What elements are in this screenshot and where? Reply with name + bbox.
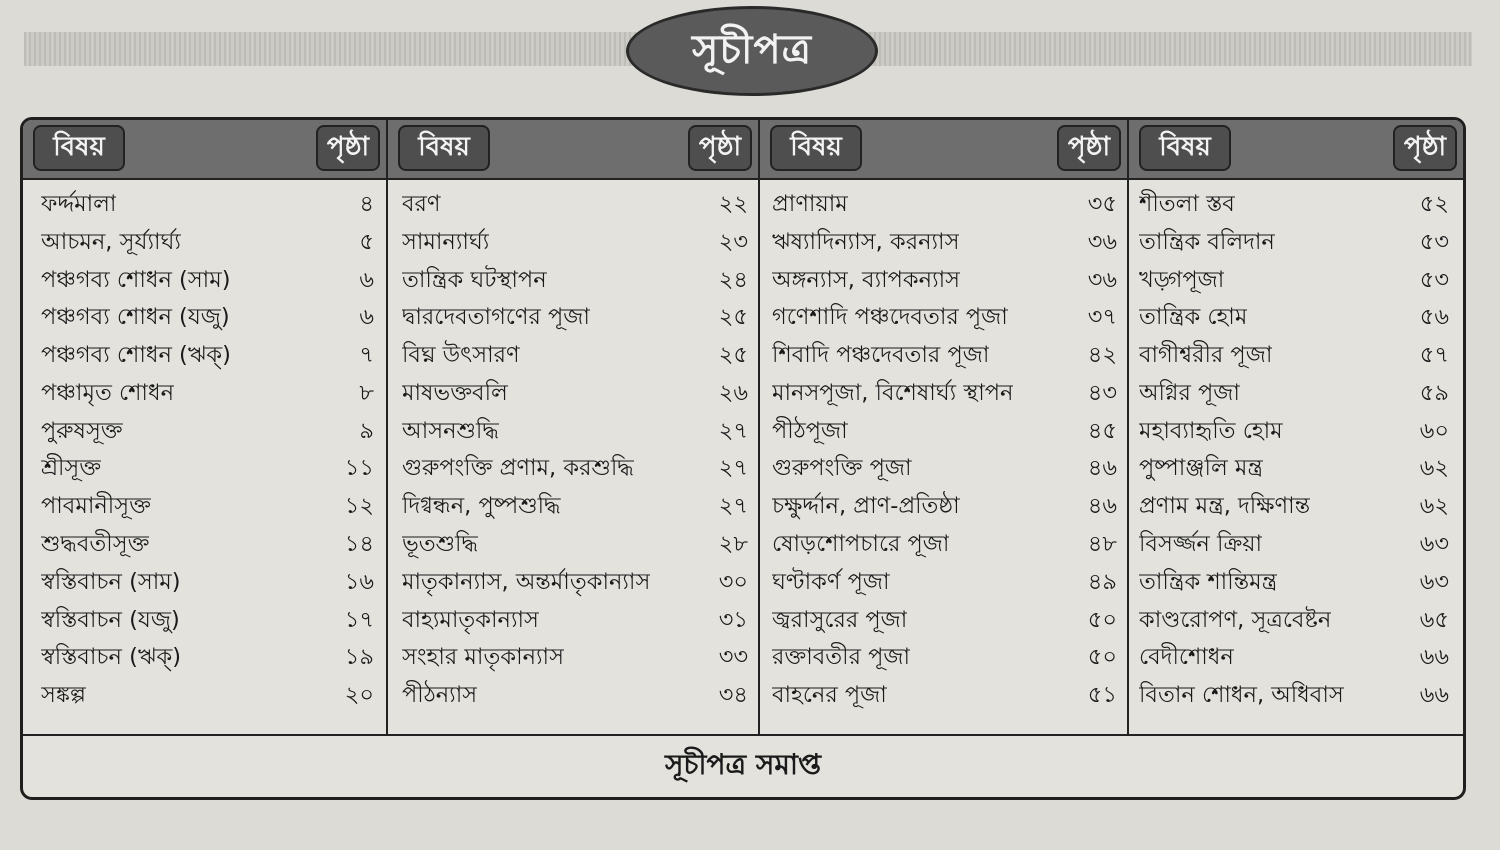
entry-title: দিগ্বন্ধন, পুষ্পশুদ্ধি — [402, 493, 561, 520]
entry-page-number: ৩৩ — [718, 644, 748, 671]
entry-page-number: ৬২ — [1419, 455, 1449, 482]
entry-page-number: ২৭ — [718, 417, 748, 444]
subject-heading: বিষয় — [1139, 125, 1231, 171]
list-item — [1129, 262, 1463, 300]
entry-page-number: ১১ — [344, 455, 374, 482]
list-item — [23, 640, 386, 678]
entry-page-number: ১৪ — [344, 531, 374, 558]
list-item — [760, 564, 1127, 602]
entry-title: তান্ত্রিক হোম — [1139, 304, 1248, 331]
list-item — [23, 186, 386, 224]
entry-title: পঞ্চগব্য শোধন (সাম) — [41, 266, 231, 293]
list-item — [388, 413, 758, 451]
entry-page-number: ৫২ — [1419, 190, 1449, 217]
entry-page-number: ৪৫ — [1087, 417, 1117, 444]
list-item — [23, 602, 386, 640]
list-item — [23, 488, 386, 526]
entry-page-number: ৬৬ — [1419, 644, 1449, 671]
entry-page-number: ৪৬ — [1087, 493, 1117, 520]
entry-title: সামান্যার্ঘ্য — [402, 228, 490, 255]
column-header — [388, 120, 758, 180]
list-item — [388, 488, 758, 526]
entry-title: পাবমানীসূক্ত — [41, 493, 151, 520]
entry-title: বিতান শোধন, অধিবাস — [1139, 682, 1344, 709]
entry-page-number: ৫৩ — [1419, 266, 1449, 293]
entry-title: গণেশাদি পঞ্চদেবতার পূজা — [772, 304, 1008, 331]
column-header — [23, 120, 386, 180]
entry-title: সংহার মাতৃকান্যাস — [402, 644, 564, 671]
list-item — [388, 337, 758, 375]
entry-page-number: ২৪ — [718, 266, 748, 293]
page-heading: পৃষ্ঠা — [688, 125, 752, 171]
entry-page-number: ৬২ — [1419, 493, 1449, 520]
list-item — [760, 602, 1127, 640]
list-item — [760, 488, 1127, 526]
list-item — [388, 299, 758, 337]
contents-table — [20, 117, 1466, 800]
list-item — [388, 602, 758, 640]
entry-page-number: ১৭ — [344, 606, 374, 633]
entry-list — [760, 180, 1127, 715]
entry-page-number: ৪২ — [1087, 342, 1117, 369]
entry-page-number: ৪৯ — [1087, 568, 1117, 595]
list-item — [388, 186, 758, 224]
entry-page-number: ৩৪ — [718, 682, 748, 709]
list-item — [23, 413, 386, 451]
list-item — [23, 677, 386, 715]
list-item — [388, 640, 758, 678]
entry-title: সঙ্কল্প — [41, 682, 86, 709]
entry-title: রক্তাবতীর পূজা — [772, 644, 911, 671]
entry-page-number: ৫০ — [1087, 606, 1117, 633]
entry-page-number: ৬৩ — [1419, 531, 1449, 558]
entry-page-number: ২০ — [344, 682, 374, 709]
list-item — [1129, 224, 1463, 262]
entry-title: মানসপূজা, বিশেষার্ঘ্য স্থাপন — [772, 379, 1014, 406]
entry-title: বেদীশোধন — [1139, 644, 1234, 671]
entry-title: স্বস্তিবাচন (ঋক্) — [41, 644, 181, 671]
entry-title: শুদ্ধবতীসূক্ত — [41, 531, 150, 558]
entry-title: ফর্দ্দমালা — [41, 190, 117, 217]
contents-grid — [23, 120, 1463, 734]
page-heading: পৃষ্ঠা — [1393, 125, 1457, 171]
entry-title: ভূতশুদ্ধি — [402, 531, 478, 558]
list-item — [388, 224, 758, 262]
entry-list — [388, 180, 758, 715]
list-item — [1129, 526, 1463, 564]
list-item — [760, 375, 1127, 413]
entry-page-number: ৩৫ — [1087, 190, 1117, 217]
list-item — [388, 451, 758, 489]
entry-page-number: ২৬ — [718, 379, 748, 406]
entry-page-number: ৯ — [359, 417, 374, 444]
list-item — [388, 526, 758, 564]
entry-title: আচমন, সূর্য্যার্ঘ্য — [41, 228, 181, 255]
entry-page-number: ৫০ — [1087, 644, 1117, 671]
entry-title: বাহনের পূজা — [772, 682, 887, 709]
entry-list — [1129, 180, 1463, 715]
entry-title: আসনশুদ্ধি — [402, 417, 499, 444]
entry-title: শ্রীসূক্ত — [41, 455, 102, 482]
list-item — [1129, 564, 1463, 602]
entry-title: চক্ষুর্দ্দান, প্রাণ-প্রতিষ্ঠা — [772, 493, 960, 520]
subject-heading: বিষয় — [398, 125, 490, 171]
entry-page-number: ৭ — [359, 342, 374, 369]
list-item — [388, 375, 758, 413]
list-item — [1129, 186, 1463, 224]
entry-list — [23, 180, 386, 715]
entry-page-number: ২৭ — [718, 493, 748, 520]
list-item — [1129, 640, 1463, 678]
entry-title: স্বস্তিবাচন (যজু) — [41, 606, 180, 633]
subject-heading: বিষয় — [770, 125, 862, 171]
entry-page-number: ২৫ — [718, 304, 748, 331]
entry-title: অগ্নির পূজা — [1139, 379, 1240, 406]
entry-title: দ্বারদেবতাগণের পূজা — [402, 304, 590, 331]
entry-page-number: ৪ — [359, 190, 374, 217]
entry-title: বাহ্যমাতৃকান্যাস — [402, 606, 539, 633]
entry-page-number: ২৩ — [718, 228, 748, 255]
entry-page-number: ৩০ — [718, 568, 748, 595]
entry-title: গুরুপংক্তি পূজা — [772, 455, 912, 482]
entry-page-number: ২২ — [718, 190, 748, 217]
page-heading: পৃষ্ঠা — [1057, 125, 1121, 171]
entry-page-number: ৫৬ — [1419, 304, 1449, 331]
contents-column — [388, 120, 760, 734]
entry-title: কাণ্ডরোপণ, সূত্রবেষ্টন — [1139, 606, 1332, 633]
contents-column — [1129, 120, 1463, 734]
list-item — [23, 262, 386, 300]
entry-page-number: ১৬ — [344, 568, 374, 595]
title-badge — [626, 6, 878, 96]
entry-page-number: ৬৩ — [1419, 568, 1449, 595]
entry-title: স্বস্তিবাচন (সাম) — [41, 568, 181, 595]
list-item — [1129, 413, 1463, 451]
column-header — [760, 120, 1127, 180]
entry-page-number: ৩৬ — [1087, 228, 1117, 255]
entry-page-number: ৬ — [359, 304, 374, 331]
contents-footer — [23, 734, 1463, 797]
entry-page-number: ৬৬ — [1419, 682, 1449, 709]
list-item — [760, 413, 1127, 451]
entry-page-number: ৫৯ — [1419, 379, 1449, 406]
entry-page-number: ১২ — [344, 493, 374, 520]
contents-column — [760, 120, 1129, 734]
entry-title: অঙ্গন্যাস, ব্যাপকন্যাস — [772, 266, 960, 293]
entry-title: পীঠন্যাস — [402, 682, 478, 709]
entry-title: তান্ত্রিক বলিদান — [1139, 228, 1275, 255]
entry-title: শীতলা স্তব — [1139, 190, 1235, 217]
entry-title: তান্ত্রিক ঘটস্থাপন — [402, 266, 547, 293]
entry-page-number: ৫৩ — [1419, 228, 1449, 255]
entry-page-number: ৮ — [359, 379, 374, 406]
entry-page-number: ৪৮ — [1087, 531, 1117, 558]
list-item — [1129, 375, 1463, 413]
entry-page-number: ১৯ — [344, 644, 374, 671]
entry-page-number: ৩১ — [718, 606, 748, 633]
subject-heading: বিষয় — [33, 125, 125, 171]
entry-page-number: ৪৩ — [1087, 379, 1117, 406]
entry-title: পুষ্পাঞ্জলি মন্ত্র — [1139, 455, 1263, 482]
list-item — [23, 526, 386, 564]
entry-title: খড়্গপূজা — [1139, 266, 1225, 293]
list-item — [1129, 602, 1463, 640]
contents-column — [23, 120, 388, 734]
entry-title: জ্বরাসুরের পূজা — [772, 606, 908, 633]
entry-page-number: ৪৬ — [1087, 455, 1117, 482]
entry-page-number: ৬ — [359, 266, 374, 293]
entry-page-number: ৫১ — [1087, 682, 1117, 709]
entry-title: পীঠপূজা — [772, 417, 848, 444]
list-item — [760, 640, 1127, 678]
footer-text: সূচীপত্র সমাপ্ত — [664, 748, 822, 781]
entry-title: পঞ্চগব্য শোধন (যজু) — [41, 304, 230, 331]
entry-title: প্রাণায়াম — [772, 190, 848, 217]
entry-title: পঞ্চামৃত শোধন — [41, 379, 174, 406]
entry-title: বিসর্জ্জন ক্রিয়া — [1139, 531, 1263, 558]
list-item — [388, 677, 758, 715]
list-item — [23, 375, 386, 413]
list-item — [23, 299, 386, 337]
entry-title: ঋষ্যাদিন্যাস, করন্যাস — [772, 228, 960, 255]
page-heading: পৃষ্ঠা — [316, 125, 380, 171]
list-item — [760, 451, 1127, 489]
entry-page-number: ৩৭ — [1087, 304, 1117, 331]
column-header — [1129, 120, 1463, 180]
entry-title: বরণ — [402, 190, 441, 217]
entry-title: বাগীশ্বরীর পূজা — [1139, 342, 1273, 369]
entry-page-number: ২৮ — [718, 531, 748, 558]
entry-page-number: ২৭ — [718, 455, 748, 482]
list-item — [760, 677, 1127, 715]
entry-page-number: ৬৫ — [1419, 606, 1449, 633]
entry-page-number: ৩৬ — [1087, 266, 1117, 293]
list-item — [760, 224, 1127, 262]
list-item — [23, 564, 386, 602]
list-item — [760, 337, 1127, 375]
list-item — [23, 337, 386, 375]
list-item — [760, 299, 1127, 337]
entry-page-number: ৬০ — [1419, 417, 1449, 444]
entry-title: বিঘ্ন উৎসারণ — [402, 342, 520, 369]
entry-title: পুরুষসূক্ত — [41, 417, 123, 444]
list-item — [1129, 488, 1463, 526]
list-item — [1129, 677, 1463, 715]
entry-title: তান্ত্রিক শান্তিমন্ত্র — [1139, 568, 1278, 595]
entry-title: গুরুপংক্তি প্রণাম, করশুদ্ধি — [402, 455, 634, 482]
list-item — [760, 186, 1127, 224]
list-item — [23, 224, 386, 262]
list-item — [760, 526, 1127, 564]
list-item — [388, 564, 758, 602]
entry-title: শিবাদি পঞ্চদেবতার পূজা — [772, 342, 990, 369]
list-item — [23, 451, 386, 489]
entry-title: মাতৃকান্যাস, অন্তর্মাতৃকান্যাস — [402, 568, 651, 595]
entry-title: ষোড়শোপচারে পূজা — [772, 531, 950, 558]
page-title: সূচীপত্র — [692, 26, 812, 73]
entry-title: পঞ্চগব্য শোধন (ঋক্) — [41, 342, 231, 369]
entry-title: ঘণ্টাকর্ণ পূজা — [772, 568, 890, 595]
entry-title: প্রণাম মন্ত্র, দক্ষিণান্ত — [1139, 493, 1311, 520]
entry-title: মাষভক্তবলি — [402, 379, 508, 406]
entry-page-number: ৫৭ — [1419, 342, 1449, 369]
entry-title: মহাব্যাহৃতি হোম — [1139, 417, 1283, 444]
list-item — [1129, 337, 1463, 375]
list-item — [1129, 451, 1463, 489]
list-item — [1129, 299, 1463, 337]
list-item — [388, 262, 758, 300]
entry-page-number: ৫ — [359, 228, 374, 255]
list-item — [760, 262, 1127, 300]
entry-page-number: ২৫ — [718, 342, 748, 369]
